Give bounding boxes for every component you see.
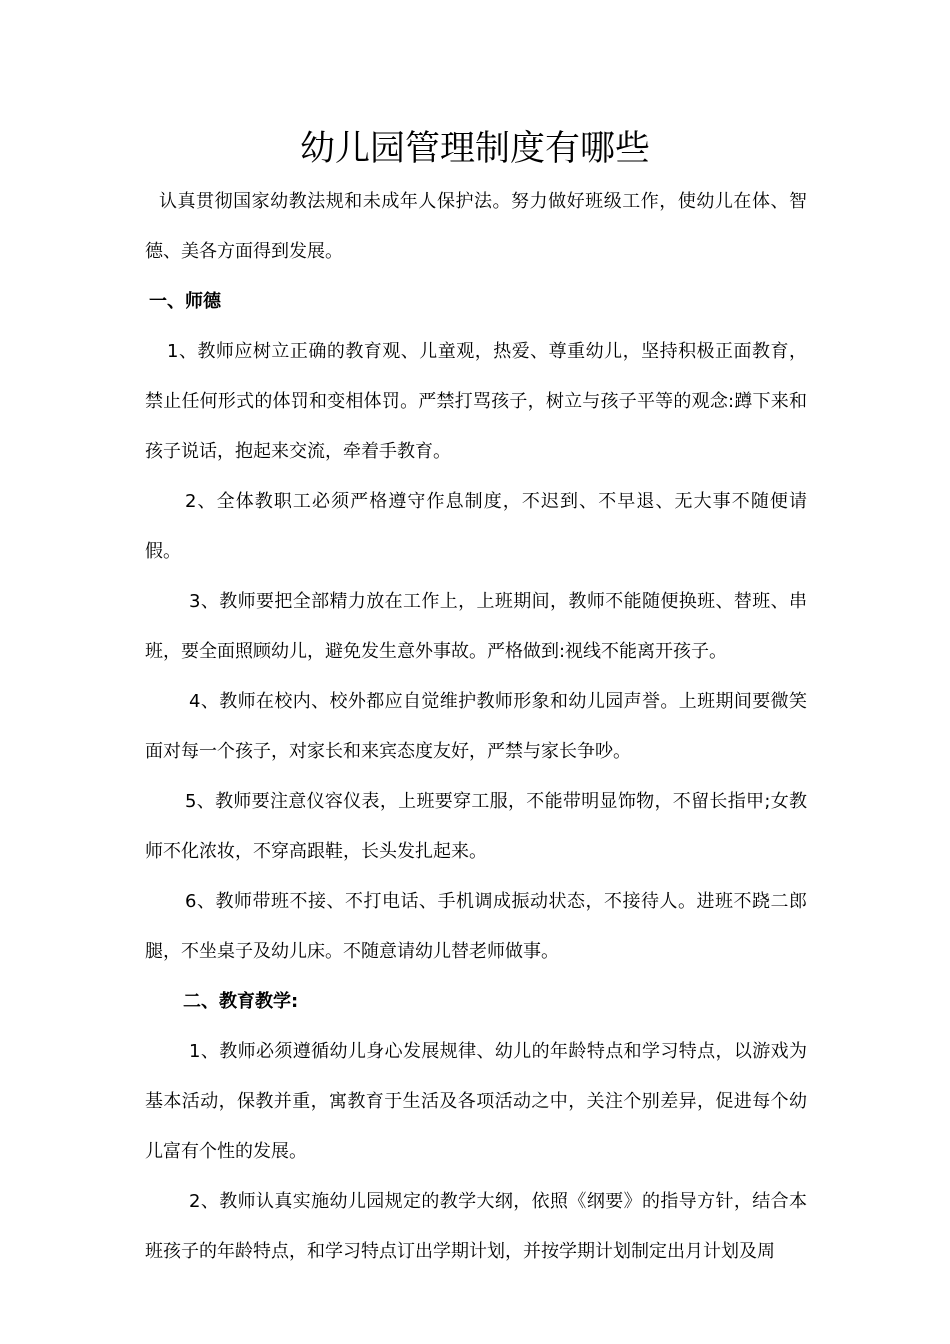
ethics-item-3: 3、教师要把全部精力放在工作上，上班期间，教师不能随便换班、替班、串班，要全面照顾幼儿，避免发生意外事故。严格做到:视线不能离开孩子。 (145, 591, 807, 662)
document-body (145, 177, 807, 1277)
ethics-item-1: 1、教师应树立正确的教育观、儿童观，热爱、尊重幼儿，坚持积极正面教育，禁止任何形式的体罚和变相体罚。严禁打骂孩子，树立与孩子平等的观念:蹲下来和孩子说话，抱起来交流，牵着手教育。 (145, 341, 807, 462)
education-item-1: 1、教师必须遵循幼儿身心发展规律、幼儿的年龄特点和学习特点，以游戏为基本活动，保教并重，寓教育于生活及各项活动之中，关注个别差异，促进每个幼儿富有个性的发展。 (145, 1041, 807, 1162)
education-item-2: 2、教师认真实施幼儿园规定的教学大纲，依照《纲要》的指导方针，结合本班孩子的年龄特点，和学习特点订出学期计划，并按学期计划制定出月计划及周 (145, 1191, 807, 1262)
document-title: 幼儿园管理制度有哪些 (299, 129, 650, 169)
ethics-item-4: 4、教师在校内、校外都应自觉维护教师形象和幼儿园声誉。上班期间要微笑面对每一个孩子，对家长和来宾态度友好，严禁与家长争吵。 (145, 691, 807, 762)
ethics-item-5: 5、教师要注意仪容仪表，上班要穿工服，不能带明显饰物，不留长指甲;女教师不化浓妆，不穿高跟鞋，长头发扎起来。 (145, 791, 807, 862)
ethics-item-2: 2、全体教职工必须严格遵守作息制度，不迟到、不早退、无大事不随便请假。 (145, 491, 807, 562)
section-heading-teacher-ethics: 一、师德 (149, 291, 221, 312)
section-heading-education: 二、教育教学: (183, 991, 299, 1012)
ethics-item-6: 6、教师带班不接、不打电话、手机调成振动状态，不接待人。进班不跷二郎腿，不坐桌子及幼儿床。不随意请幼儿替老师做事。 (145, 891, 807, 962)
intro-paragraph: 认真贯彻国家幼教法规和未成年人保护法。努力做好班级工作，使幼儿在体、智德、美各方面得到发展。 (145, 191, 807, 262)
